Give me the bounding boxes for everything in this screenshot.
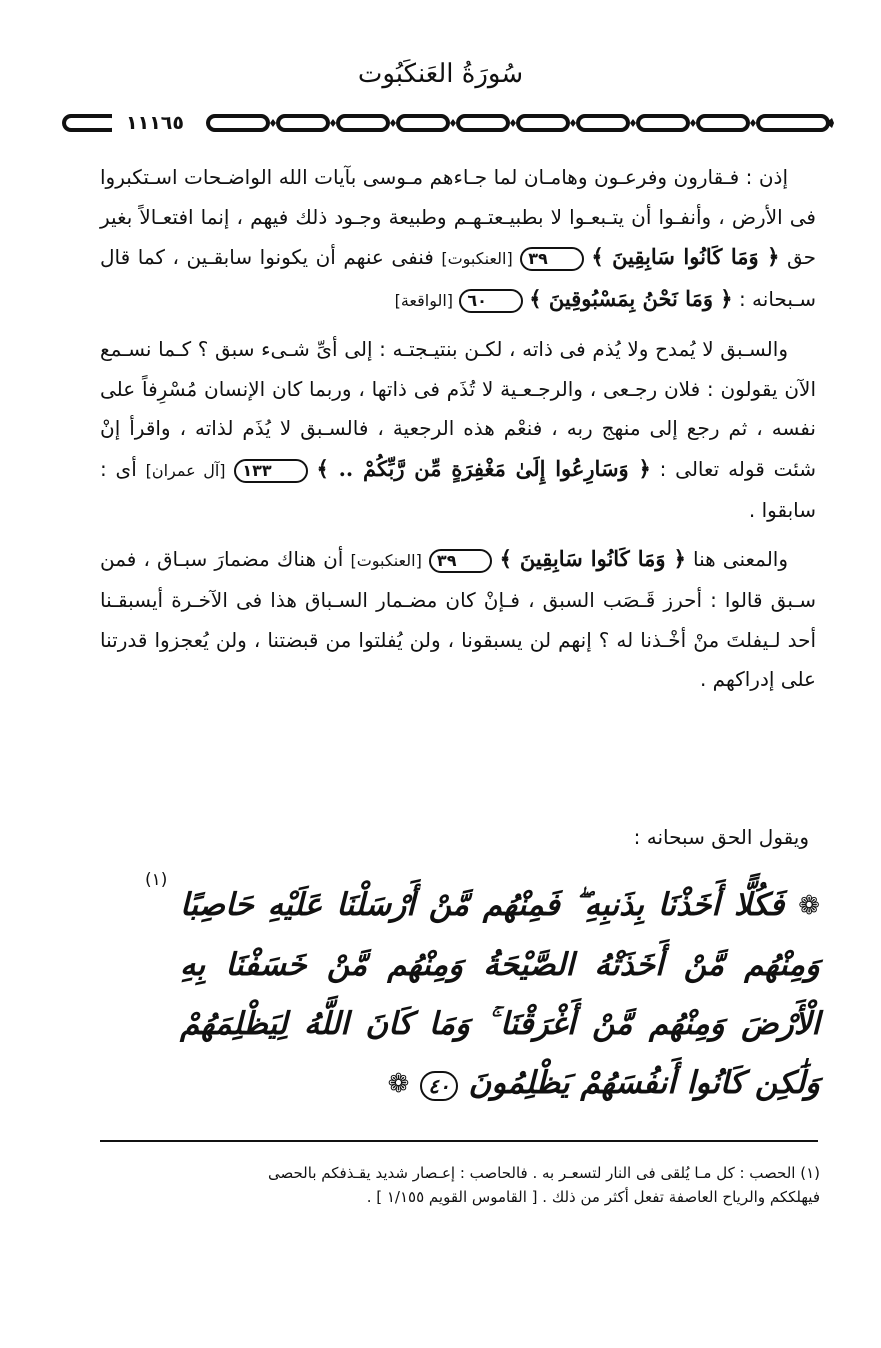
surah-title: سُورَةُ العَنكَبُوت [357, 59, 524, 89]
quran-verse-text: فَكُلًّا أَخَذْنَا بِذَنبِهِ ۖ فَمِنْهُم مَّنْ أَرْسَلْنَا عَلَيْهِ حَاصِبًا وَمِنْهُم مَّنْ أَخَذَتْهُ الصَّيْحَةُ وَمِنْهُم مَّنْ خَسَفْنَا بِهِ الْأَرْضَ وَمِنْهُم مَّنْ أَغْرَقْنَا ۚ وَمَا كَانَ اللَّهُ لِيَظْلِمَهُمْ وَلَٰكِن كَانُوا أَنفُسَهُمْ يَظْلِمُونَ [180, 887, 820, 1101]
verse-start-ornament-icon: ❁ [798, 891, 820, 921]
footnote-line: فيهلككم والرياح العاصفة تفعل أكثر من ذلك . [ القاموس القويم ١/١٥٥ ] . [366, 1188, 820, 1206]
verse-number-badge: ٣٩ [429, 549, 493, 573]
paragraph-text: والسـبق لا يُمدح ولا يُذم فى ذاته ، لكـن بنتيـجتـه : إلى أىِّ شـىء سبق ؟ كـما نسـمع الآن يقولون : فلان رجـعى ، والرجـعـية لا تُذَم فى ذاتها ، وربما كان الإنسان مُسْرِفاً على نفسه ، ثم رجع إلى منهج ربه ، فنعْم هذه الرجعية ، فالسـبق لا يُذَم لذاته ، واقرأ إنْ شئت قوله تعالى : [100, 336, 817, 481]
paragraph-text: أى : سابقوا . [100, 456, 816, 522]
verse-intro-line: ويقول الحق سبحانه : [633, 825, 809, 849]
commentary-body [100, 158, 816, 709]
verse-number-badge: ١٣٣ [234, 459, 307, 483]
quran-quote: ﴿ وَمَا كَانُوا سَابِقِينَ ﴾ [591, 244, 780, 270]
surah-reference: [العنكبوت] [441, 249, 513, 269]
footnote-divider [100, 1140, 818, 1142]
footnote-line: (١) الحصب : كل مـا يُلقى فى النار لتسعـر به . فالحاصب : إعـصار شديد يقـذفكم بالحصى [267, 1164, 820, 1182]
quran-verse-block [180, 876, 820, 1114]
quran-quote: ﴿ وَمَا نَحْنُ بِمَسْبُوقِينَ ﴾ [529, 286, 733, 312]
surah-reference: [آل عمران] [145, 460, 226, 480]
paragraph-text: إذن : فـقارون وفرعـون وهامـان لما جـاءهم مـوسى بآيات الله الواضـحات اسـتكبروا فى الأرض ، وأنفـوا أن يتـبعـوا لا بطبيـعتـهـم وطبيعة وجـود ذلك فيهم ، إنما افتعـالاً بغير حق [100, 165, 816, 270]
surah-reference: [العنكبوت] [350, 551, 422, 571]
paragraph-text: فنفى عنهم أن يكونوا سابقـين ، كما قال سـبحانه : [100, 245, 816, 312]
verse-end-ornament-icon: ❁ [387, 1069, 410, 1099]
paragraph-text: أن هناك مضمارَ سبـاق ، فمن سـبق قالوا : أحرز قَـصَب السبق ، فـإنْ كان مضـمار السـباق هذا فى الآخـرة أيسبقـنا أحد لـيفلتَ منْ أخْـذنا له ؟ إنهم لن يسبقونا ، ولن يُفلتوا من قبضتنا ، ولن يُعجزوا قدرتنا على إدراكهم . [100, 547, 816, 692]
verse-number-badge: ٤٠ [420, 1071, 457, 1101]
footnote-marker: (١) [145, 870, 168, 890]
page-number: ١١١٦٥ [112, 111, 198, 135]
paragraph-3 [100, 539, 816, 700]
footnote [98, 1161, 820, 1209]
quran-quote: ﴿ وَمَا كَانُوا سَابِقِينَ ﴾ [499, 546, 686, 572]
verse-number-badge: ٦٠ [459, 289, 523, 313]
paragraph-text: والمعنى هنا [693, 547, 789, 572]
paragraph-2 [100, 330, 816, 531]
quran-quote: ﴿ وَسَارِعُوا إِلَىٰ مَغْفِرَةٍ مِّن رَّبِّكُمْ .. ﴾ [316, 455, 651, 481]
verse-number-badge: ٣٩ [520, 247, 584, 271]
surah-reference: [الواقعة] [394, 291, 454, 311]
paragraph-1 [100, 158, 816, 321]
